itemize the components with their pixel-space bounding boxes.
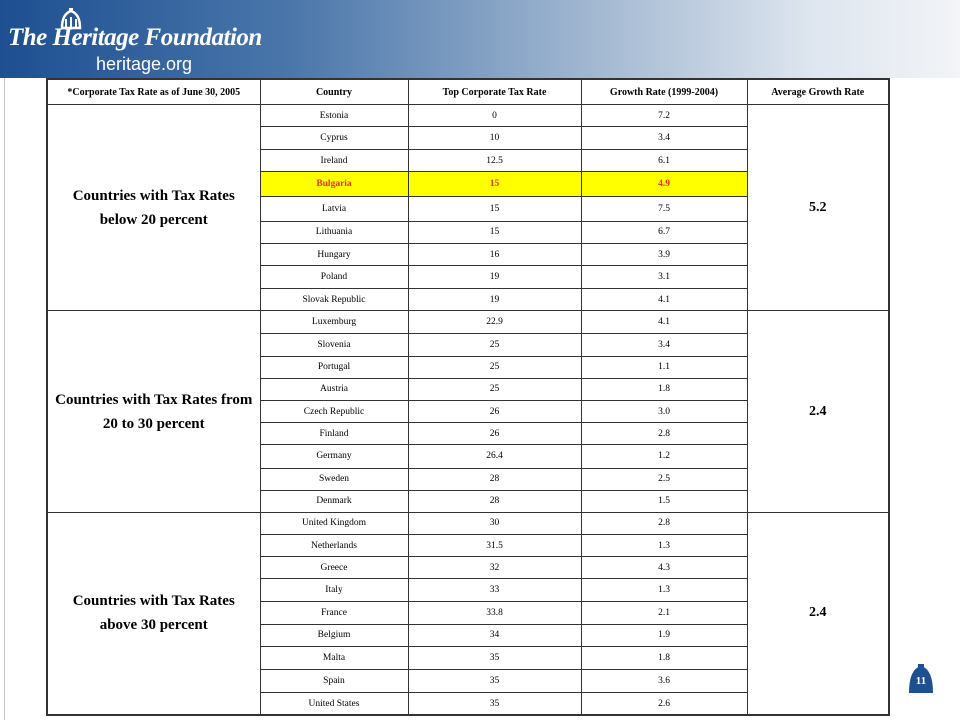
growth-rate-cell: 3.9 <box>581 243 747 265</box>
country-cell: Italy <box>260 579 408 602</box>
country-cell: Czech Republic <box>260 401 408 423</box>
country-cell: Sweden <box>260 468 408 490</box>
tax-rate-cell: 34 <box>408 624 581 646</box>
table-row <box>47 105 889 127</box>
growth-rate-cell: 2.6 <box>581 693 747 715</box>
growth-rate-cell: 3.4 <box>581 127 747 150</box>
country-cell: Spain <box>260 669 408 692</box>
country-cell: Portugal <box>260 356 408 378</box>
table-row <box>47 512 889 534</box>
growth-rate-cell: 3.4 <box>581 333 747 356</box>
country-cell: Latvia <box>260 196 408 221</box>
tax-rate-cell: 33 <box>408 579 581 602</box>
country-cell: Poland <box>260 266 408 289</box>
header-banner <box>0 0 960 78</box>
table-body <box>47 105 889 716</box>
growth-rate-cell: 4.9 <box>581 172 747 196</box>
country-cell: Cyprus <box>260 127 408 150</box>
logo-text: The Heritage Foundation <box>8 24 262 51</box>
group-label: Countries with Tax Rates below 20 percent <box>47 105 260 311</box>
tax-rate-cell: 15 <box>408 172 581 196</box>
country-cell: Slovenia <box>260 333 408 356</box>
table-row <box>47 311 889 333</box>
tax-rate-cell: 19 <box>408 289 581 311</box>
country-cell: Estonia <box>260 105 408 127</box>
growth-rate-cell: 1.8 <box>581 646 747 669</box>
growth-rate-cell: 1.5 <box>581 490 747 512</box>
growth-rate-cell: 3.6 <box>581 669 747 692</box>
growth-rate-cell: 7.5 <box>581 196 747 221</box>
growth-rate-cell: 1.3 <box>581 535 747 557</box>
tax-rate-cell: 26.4 <box>408 445 581 468</box>
tax-rate-cell: 35 <box>408 646 581 669</box>
tax-rate-cell: 19 <box>408 266 581 289</box>
country-cell: France <box>260 602 408 624</box>
country-cell: Germany <box>260 445 408 468</box>
growth-rate-cell: 2.8 <box>581 423 747 445</box>
country-cell: Ireland <box>260 150 408 172</box>
tax-rate-cell: 33.8 <box>408 602 581 624</box>
growth-rate-cell: 2.8 <box>581 512 747 534</box>
page-number: 11 <box>915 675 927 687</box>
growth-rate-cell: 1.8 <box>581 378 747 400</box>
tax-rate-cell: 22.9 <box>408 311 581 333</box>
tax-rate-cell: 35 <box>408 669 581 692</box>
growth-rate-cell: 1.2 <box>581 445 747 468</box>
country-cell: Netherlands <box>260 535 408 557</box>
growth-rate-cell: 4.1 <box>581 289 747 311</box>
col-header-country: Country <box>260 79 408 105</box>
growth-rate-cell: 2.5 <box>581 468 747 490</box>
tax-rate-cell: 28 <box>408 468 581 490</box>
tax-rate-cell: 25 <box>408 333 581 356</box>
country-cell: Lithuania <box>260 221 408 243</box>
col-header-average: Average Growth Rate <box>747 79 889 105</box>
tax-rate-cell: 32 <box>408 557 581 579</box>
growth-rate-cell: 4.3 <box>581 557 747 579</box>
growth-rate-cell: 1.9 <box>581 624 747 646</box>
tax-rate-cell: 28 <box>408 490 581 512</box>
country-cell: Malta <box>260 646 408 669</box>
growth-rate-cell: 1.1 <box>581 356 747 378</box>
growth-rate-cell: 4.1 <box>581 311 747 333</box>
growth-rate-cell: 6.7 <box>581 221 747 243</box>
tax-rate-cell: 16 <box>408 243 581 265</box>
tax-rate-cell: 10 <box>408 127 581 150</box>
country-cell: Austria <box>260 378 408 400</box>
tax-rate-cell: 15 <box>408 221 581 243</box>
country-cell: Belgium <box>260 624 408 646</box>
country-cell: Hungary <box>260 243 408 265</box>
tax-rate-cell: 26 <box>408 401 581 423</box>
country-cell: Slovak Republic <box>260 289 408 311</box>
country-cell: Denmark <box>260 490 408 512</box>
group-label: Countries with Tax Rates above 30 percent <box>47 512 260 715</box>
tax-rate-cell: 15 <box>408 196 581 221</box>
table-header-row <box>47 79 889 105</box>
country-cell: United States <box>260 693 408 715</box>
tax-rate-cell: 30 <box>408 512 581 534</box>
tax-rate-cell: 26 <box>408 423 581 445</box>
logo-url: heritage.org <box>96 54 193 74</box>
col-header-rate: Top Corporate Tax Rate <box>408 79 581 105</box>
country-cell: Finland <box>260 423 408 445</box>
tax-rate-cell: 25 <box>408 378 581 400</box>
average-growth-cell: 2.4 <box>747 311 889 512</box>
tax-rate-cell: 35 <box>408 693 581 715</box>
average-growth-cell: 2.4 <box>747 512 889 715</box>
country-cell: United Kingdom <box>260 512 408 534</box>
average-growth-cell: 5.2 <box>747 105 889 311</box>
country-cell: Bulgaria <box>260 172 408 196</box>
group-label: Countries with Tax Rates from 20 to 30 percent <box>47 311 260 512</box>
country-cell: Luxemburg <box>260 311 408 333</box>
tax-rate-cell: 12.5 <box>408 150 581 172</box>
growth-rate-cell: 6.1 <box>581 150 747 172</box>
tax-rate-cell: 25 <box>408 356 581 378</box>
col-header-group: *Corporate Tax Rate as of June 30, 2005 <box>47 79 260 105</box>
tax-rate-cell: 31.5 <box>408 535 581 557</box>
growth-rate-cell: 7.2 <box>581 105 747 127</box>
growth-rate-cell: 2.1 <box>581 602 747 624</box>
growth-rate-cell: 3.1 <box>581 266 747 289</box>
left-divider <box>4 78 5 720</box>
page-number-badge <box>906 664 936 694</box>
col-header-growth: Growth Rate (1999-2004) <box>581 79 747 105</box>
tax-rate-cell: 0 <box>408 105 581 127</box>
growth-rate-cell: 3.0 <box>581 401 747 423</box>
tax-rate-table <box>46 78 890 716</box>
country-cell: Greece <box>260 557 408 579</box>
heritage-logo[interactable] <box>8 6 262 76</box>
growth-rate-cell: 1.3 <box>581 579 747 602</box>
